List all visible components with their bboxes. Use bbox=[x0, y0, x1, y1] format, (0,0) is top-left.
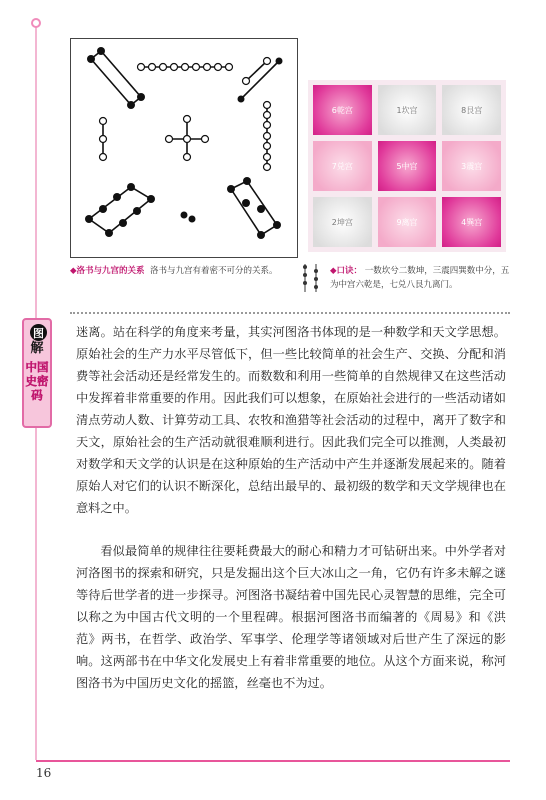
caption-text: 一数坎兮二数坤，三震四巽数中分，五为中宫六乾是，七兑八艮九离门。 bbox=[330, 266, 510, 290]
luoshu-dots-figure bbox=[71, 39, 297, 257]
palace-cell: 1坎宫 bbox=[378, 85, 437, 135]
luoshu-diagram bbox=[70, 38, 298, 258]
side-section-tab bbox=[22, 318, 52, 428]
dotted-separator bbox=[70, 312, 510, 314]
palace-cell: 5中宫 bbox=[378, 141, 437, 191]
caption-title: ◆洛书与九宫的关系 bbox=[70, 266, 145, 276]
body-paragraph: 迷离。站在科学的角度来考量，其实河图洛书体现的是一种数学和天文学思想。原始社会的生产力水平尽管低下，但一些比较简单的社会生产、交换、分配和消费等社会活动还是经常发生的。而数数和利用一些简单的自然规律又在这些活动中发挥着非常重要的作用。因此我们可以想象，在原始社会进行的一些活动诸如清点劳动人数、计算劳动工具、农牧和渔猎等社会活动的过程中，离开了数字和天文，原始社会的生产活动就很难顺利进行。因此我们完全可以推测，人类最初对数学和天文学的认识是在这种原始的生产活动中产生并逐渐发展起来的。随着原始人对它们的认识不断深化，总结出最早的、最初级的数学和天文学规律也在意料之中。 bbox=[76, 325, 506, 515]
body-paragraph: 看似最简单的规律往往要耗费最大的耐心和精力才可钻研出来。中外学者对河洛图书的探索和研究，只是发掘出这个巨大冰山之一角，它仍有许多未解之谜等待后世学者的进一步探寻。河图洛书凝结着中国先民心灵智慧的思维，完全可以称之为中国古代文明的一个里程碑。根据河图洛书而编著的《周易》和《洪范》两书，在哲学、政治学、军事学、伦理学等诸领域对后世产生了深远的影响。这两部书在中华文化发展史上有着非常重要的地位。从这个方面来说，称河图洛书为中国历史文化的摇篮，丝毫也不为过。 bbox=[76, 544, 506, 690]
caption-separator-icon bbox=[300, 262, 322, 294]
nine-palaces-grid bbox=[308, 80, 506, 252]
palace-cell: 9离宫 bbox=[378, 197, 437, 247]
figure-caption-right bbox=[330, 264, 515, 292]
side-tab-subtitle: 中国史密码 bbox=[25, 360, 49, 402]
side-tab-title: 解 bbox=[30, 341, 44, 356]
figure-caption-left bbox=[70, 264, 296, 278]
caption-text: 洛书与九宫有着密不可分的关系。 bbox=[149, 266, 278, 276]
palace-cell: 2坤宫 bbox=[313, 197, 372, 247]
palace-cell: 8艮宫 bbox=[442, 85, 501, 135]
margin-decoration-dot bbox=[31, 18, 41, 28]
palace-cell: 7兑宫 bbox=[313, 141, 372, 191]
palace-cell: 6乾宫 bbox=[313, 85, 372, 135]
footer-line bbox=[36, 760, 510, 762]
caption-title: ◆口诀： bbox=[330, 266, 363, 276]
palace-cell: 3震宫 bbox=[442, 141, 501, 191]
page-number: 16 bbox=[36, 766, 52, 780]
palace-cell: 4巽宫 bbox=[442, 197, 501, 247]
side-tab-circle: 图 bbox=[30, 324, 47, 341]
